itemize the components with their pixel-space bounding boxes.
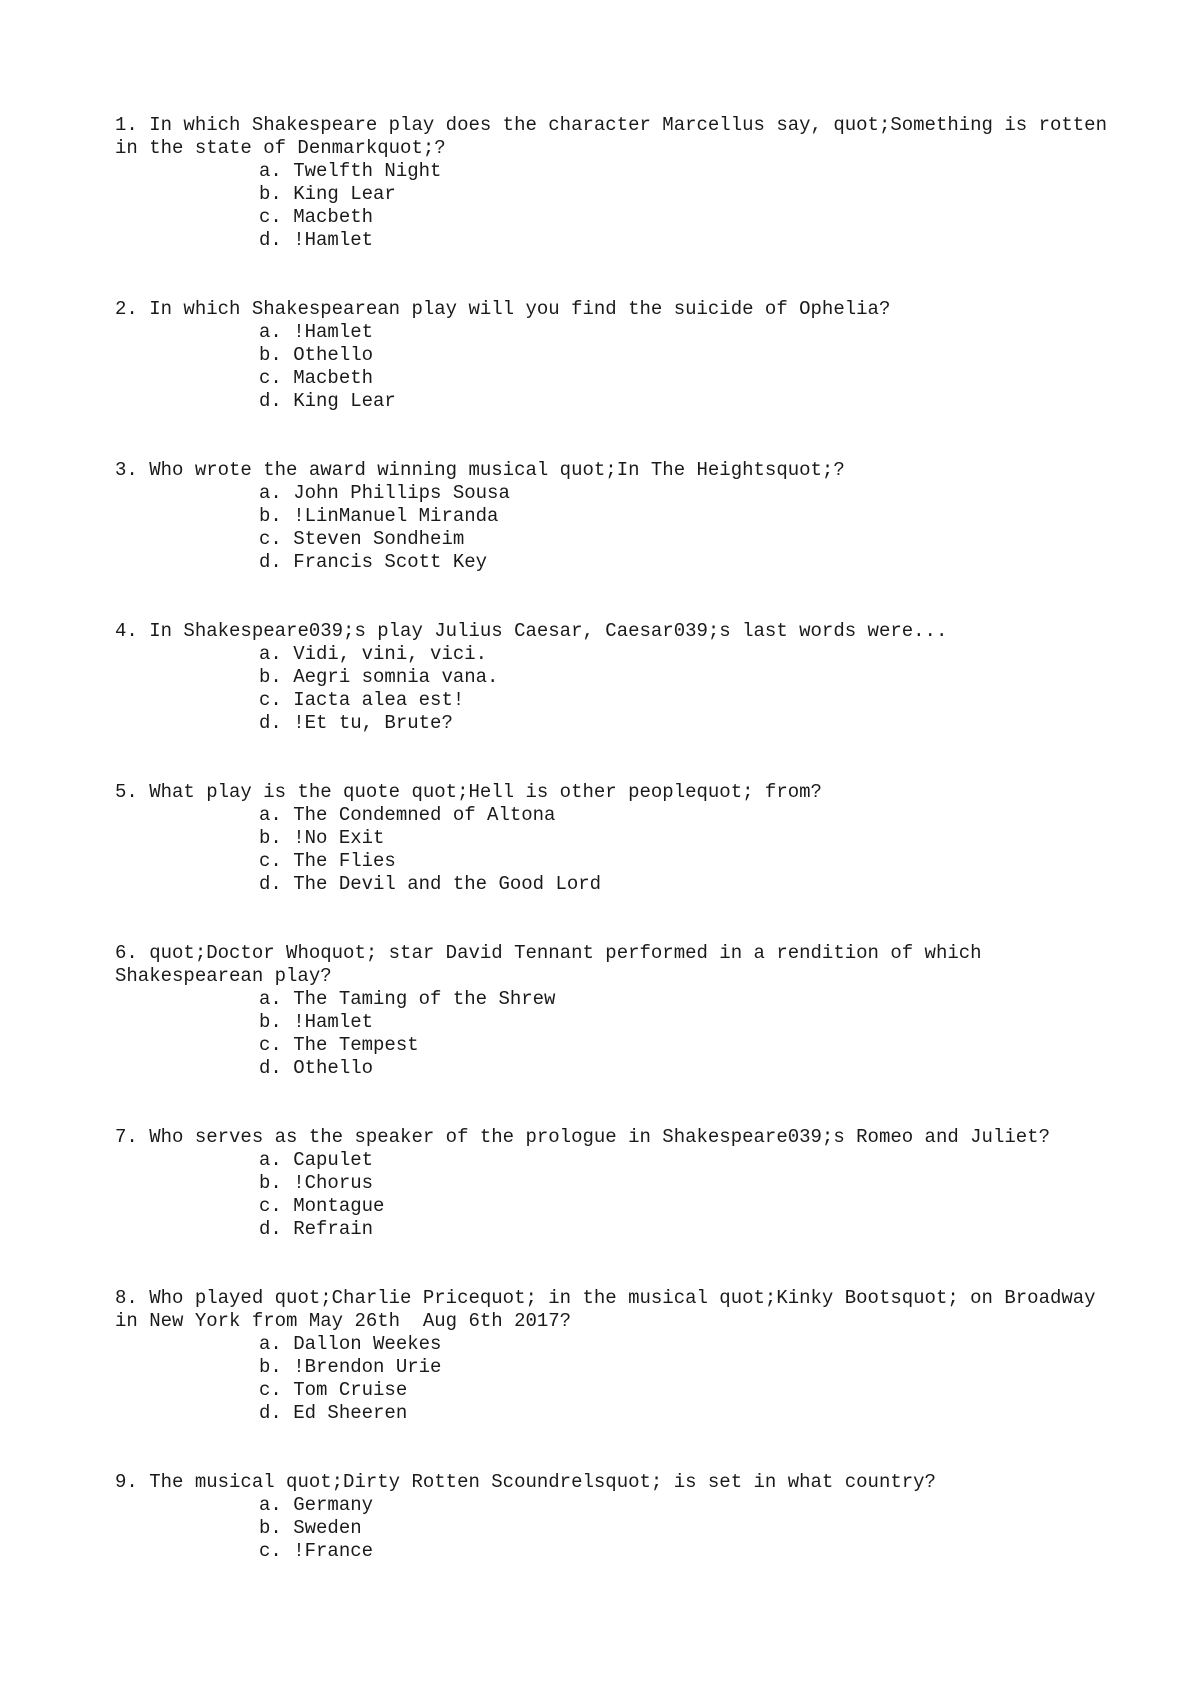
question-number: 2. [115,298,138,320]
question-number: 5. [115,781,138,803]
answer-option [259,1149,1115,1172]
answer-options [115,321,1115,413]
answer-option [259,1517,1115,1540]
question-item [115,942,1115,1080]
answer-option [259,1494,1115,1517]
question-text [115,1287,1115,1333]
option-text: !Hamlet [293,229,374,251]
option-letter: d . [259,712,293,734]
option-text: Germany [293,1494,374,1516]
option-text: !No Exit [293,827,385,849]
answer-option [259,873,1115,896]
option-letter: d . [259,229,293,251]
answer-option [259,1057,1115,1080]
answer-option [259,1540,1115,1563]
answer-options [115,1149,1115,1241]
answer-option [259,160,1115,183]
option-text: !Brendon Urie [293,1356,442,1378]
answer-options [115,482,1115,574]
option-text: King Lear [293,390,396,412]
quiz-list [115,114,1119,1609]
answer-option [259,1379,1115,1402]
question-item [115,1126,1115,1241]
option-text: Othello [293,1057,374,1079]
question-item [115,459,1115,574]
option-text: Refrain [293,1218,374,1240]
option-letter: b . [259,1356,293,1378]
option-letter: a . [259,482,293,504]
question-number: 4. [115,620,138,642]
answer-option [259,827,1115,850]
question-body: Who serves as the speaker of the prologue in Shakespeare039;s Romeo and Juliet? [149,1126,1050,1148]
answer-option [259,482,1115,505]
option-letter: d . [259,390,293,412]
option-letter: d . [259,873,293,895]
option-text: Dallon Weekes [293,1333,442,1355]
option-letter: b . [259,344,293,366]
answer-options [115,1333,1115,1425]
option-text: Capulet [293,1149,374,1171]
answer-options [115,804,1115,896]
option-text: John Phillips Sousa [293,482,510,504]
option-letter: b . [259,505,293,527]
option-letter: b . [259,1517,293,1539]
option-text: The Devil and the Good Lord [293,873,602,895]
answer-option [259,344,1115,367]
option-text: Ed Sheeren [293,1402,408,1424]
option-text: Aegri somnia vana. [293,666,499,688]
answer-option [259,390,1115,413]
option-text: The Tempest [293,1034,419,1056]
question-item [115,114,1119,252]
question-body: quot;Doctor Whoquot; star David Tennant performed in a rendition of which Shakespearean play? [115,942,993,987]
option-text: Othello [293,344,374,366]
answer-option [259,1218,1115,1241]
option-text: Francis Scott Key [293,551,488,573]
answer-option [259,367,1115,390]
question-number: 8. [115,1287,138,1309]
question-text [115,1471,1115,1494]
answer-option [259,321,1115,344]
question-text [115,620,1115,643]
answer-option [259,528,1115,551]
option-letter: c . [259,367,293,389]
answer-options [115,643,1115,735]
question-body: The musical quot;Dirty Rotten Scoundrelsquot; is set in what country? [149,1471,936,1493]
option-letter: a . [259,160,293,182]
option-letter: a . [259,988,293,1010]
option-letter: d . [259,1057,293,1079]
option-letter: a . [259,1333,293,1355]
option-text: !Hamlet [293,1011,374,1033]
option-text: !Et tu, Brute? [293,712,453,734]
question-item [115,620,1115,735]
answer-options [115,988,1115,1080]
option-text: Macbeth [293,367,374,389]
answer-option [259,712,1115,735]
answer-option [259,229,1115,252]
answer-option [259,689,1115,712]
option-letter: c . [259,1034,293,1056]
option-text: Steven Sondheim [293,528,465,550]
option-text: Sweden [293,1517,362,1539]
question-item [115,1471,1115,1563]
option-letter: c . [259,1379,293,1401]
answer-option [259,988,1115,1011]
option-text: !LinManuel Miranda [293,505,499,527]
question-item [115,1287,1115,1425]
option-letter: d . [259,551,293,573]
option-text: Macbeth [293,206,374,228]
option-text: Iacta alea est! [293,689,465,711]
option-text: The Taming of the Shrew [293,988,556,1010]
option-letter: a . [259,321,293,343]
answer-option [259,1034,1115,1057]
answer-option [259,1356,1115,1379]
answer-option [259,551,1115,574]
option-letter: b . [259,183,293,205]
question-text [115,1126,1115,1149]
question-text [115,298,1115,321]
option-letter: b . [259,666,293,688]
option-text: !Hamlet [293,321,374,343]
answer-option [259,183,1115,206]
question-body: In Shakespeare039;s play Julius Caesar, Caesar039;s last words were... [149,620,948,642]
question-item [115,298,1115,413]
answer-option [259,643,1115,666]
answer-option [259,1402,1115,1425]
option-letter: b . [259,827,293,849]
option-letter: a . [259,643,293,665]
option-text: The Flies [293,850,396,872]
question-number: 1. [115,114,138,136]
option-text: The Condemned of Altona [293,804,556,826]
answer-option [259,804,1115,827]
question-body: Who wrote the award winning musical quot;In The Heightsquot;? [149,459,845,481]
answer-option [259,505,1115,528]
option-text: !France [293,1540,374,1562]
question-number: 9. [115,1471,138,1493]
option-letter: c . [259,850,293,872]
option-letter: d . [259,1218,293,1240]
question-body: In which Shakespearean play will you find the suicide of Ophelia? [149,298,891,320]
question-body: Who played quot;Charlie Pricequot; in the musical quot;Kinky Bootsquot; on Broadway in New York from May 26th Aug 6th 2017? [115,1287,1107,1332]
question-body: What play is the quote quot;Hell is other peoplequot; from? [149,781,822,803]
option-letter: d . [259,1402,293,1424]
option-letter: c . [259,528,293,550]
answer-option [259,1333,1115,1356]
question-text [115,942,1115,988]
answer-option [259,206,1115,229]
option-text: Vidi, vini, vici. [293,643,488,665]
question-text [115,459,1115,482]
answer-option [259,1011,1115,1034]
option-letter: c . [259,689,293,711]
answer-options [115,160,1115,252]
option-text: Twelfth Night [293,160,442,182]
option-letter: c . [259,1540,293,1562]
question-text [115,114,1119,160]
answer-options [115,1494,1115,1563]
option-letter: b . [259,1011,293,1033]
question-item [115,781,1115,896]
question-body: In which Shakespeare play does the character Marcellus say, quot;Something is rotten in the state of Denmarkquot;? [115,114,1119,159]
option-letter: a . [259,1494,293,1516]
option-letter: a . [259,1149,293,1171]
option-text: Montague [293,1195,385,1217]
option-letter: b . [259,1172,293,1194]
option-letter: a . [259,804,293,826]
option-text: !Chorus [293,1172,374,1194]
question-number: 7. [115,1126,138,1148]
option-text: Tom Cruise [293,1379,408,1401]
option-letter: c . [259,1195,293,1217]
question-text [115,781,1115,804]
option-text: King Lear [293,183,396,205]
option-letter: c . [259,206,293,228]
answer-option [259,1172,1115,1195]
answer-option [259,666,1115,689]
question-number: 3. [115,459,138,481]
question-number: 6. [115,942,138,964]
answer-option [259,850,1115,873]
answer-option [259,1195,1115,1218]
